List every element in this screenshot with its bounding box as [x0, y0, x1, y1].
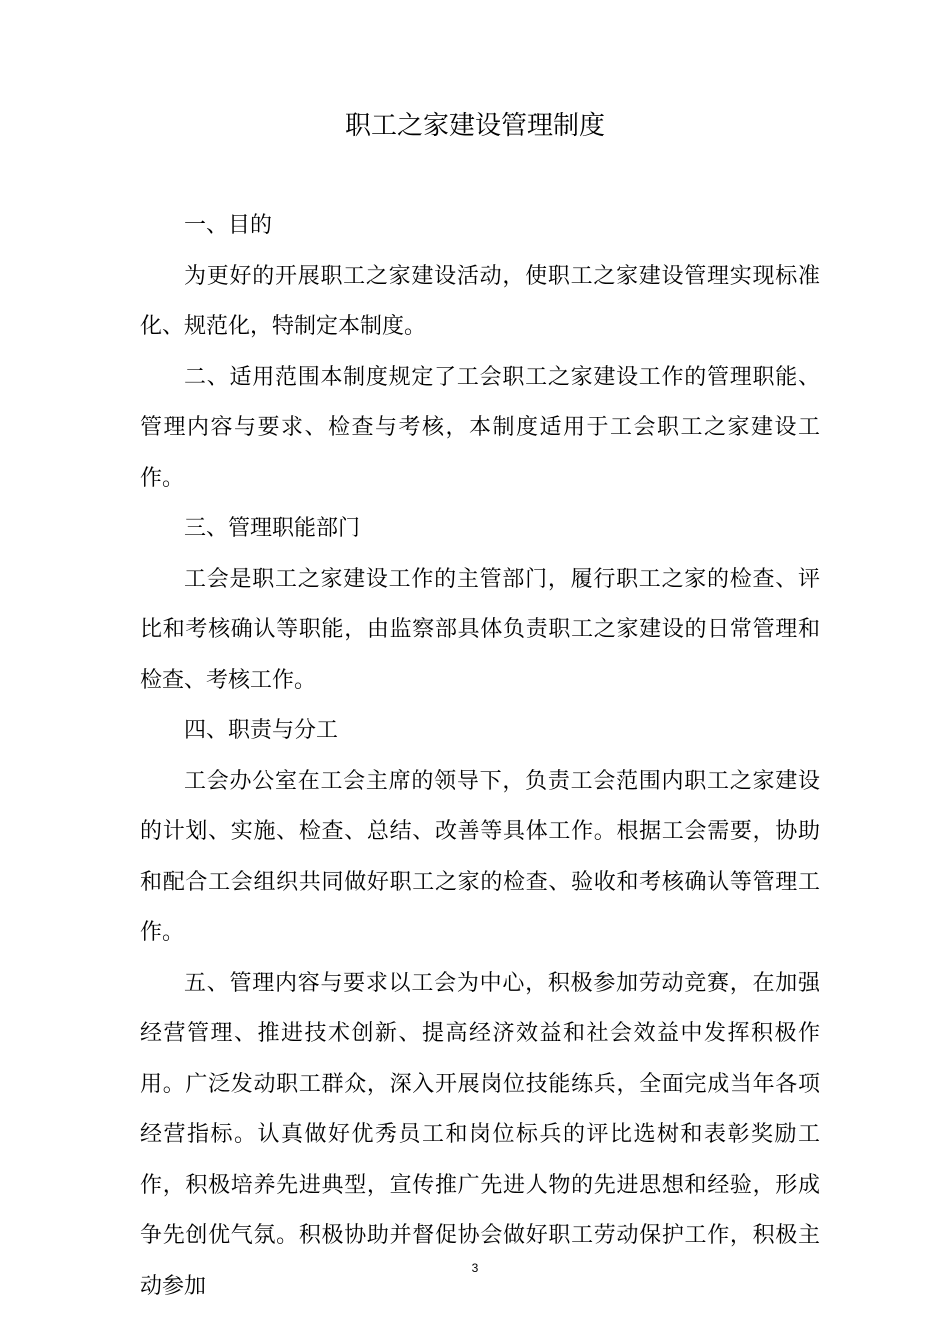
section-heading-purpose: 一、目的	[184, 213, 273, 238]
paragraph-content-requirements: 五、管理内容与要求以工会为中心，积极参加劳动竞赛，在加强经营管理、推进技术创新、提高经济效益和社会效益中发挥积极作用。广泛发动职工群众，深入开展岗位技能练兵，全面完成当年各项经营指标。认真做好优秀员工和岗位标兵的评比选树和表彰奖励工作，积极培养先进典型，宣传推广先进人物的先进思想和经验，形成争先创优气氛。积极协助并督促协会做好职工劳动保护工作，积极主动参加	[140, 970, 820, 1299]
paragraph-scope: 二、适用范围本制度规定了工会职工之家建设工作的管理职能、管理内容与要求、检查与考核，本制度适用于工会职工之家建设工作。	[140, 364, 820, 491]
document-body	[140, 201, 820, 1312]
section-heading-department: 三、管理职能部门	[184, 516, 361, 541]
page-title: 职工之家建设管理制度	[344, 111, 605, 141]
paragraph-department: 工会是职工之家建设工作的主管部门，履行职工之家的检查、评比和考核确认等职能，由监察部具体负责职工之家建设的日常管理和检查、考核工作。	[140, 566, 820, 693]
paragraph-duties: 工会办公室在工会主席的领导下，负责工会范围内职工之家建设的计划、实施、检查、总结、改善等具体工作。根据工会需要，协助和配合工会组织共同做好职工之家的检查、验收和考核确认等管理工作。	[140, 768, 820, 945]
section-heading-duties: 四、职责与分工	[184, 718, 339, 743]
page-number: 3	[471, 1261, 479, 1275]
paragraph-purpose: 为更好的开展职工之家建设活动，使职工之家建设管理实现标准化、规范化，特制定本制度。	[140, 263, 820, 339]
